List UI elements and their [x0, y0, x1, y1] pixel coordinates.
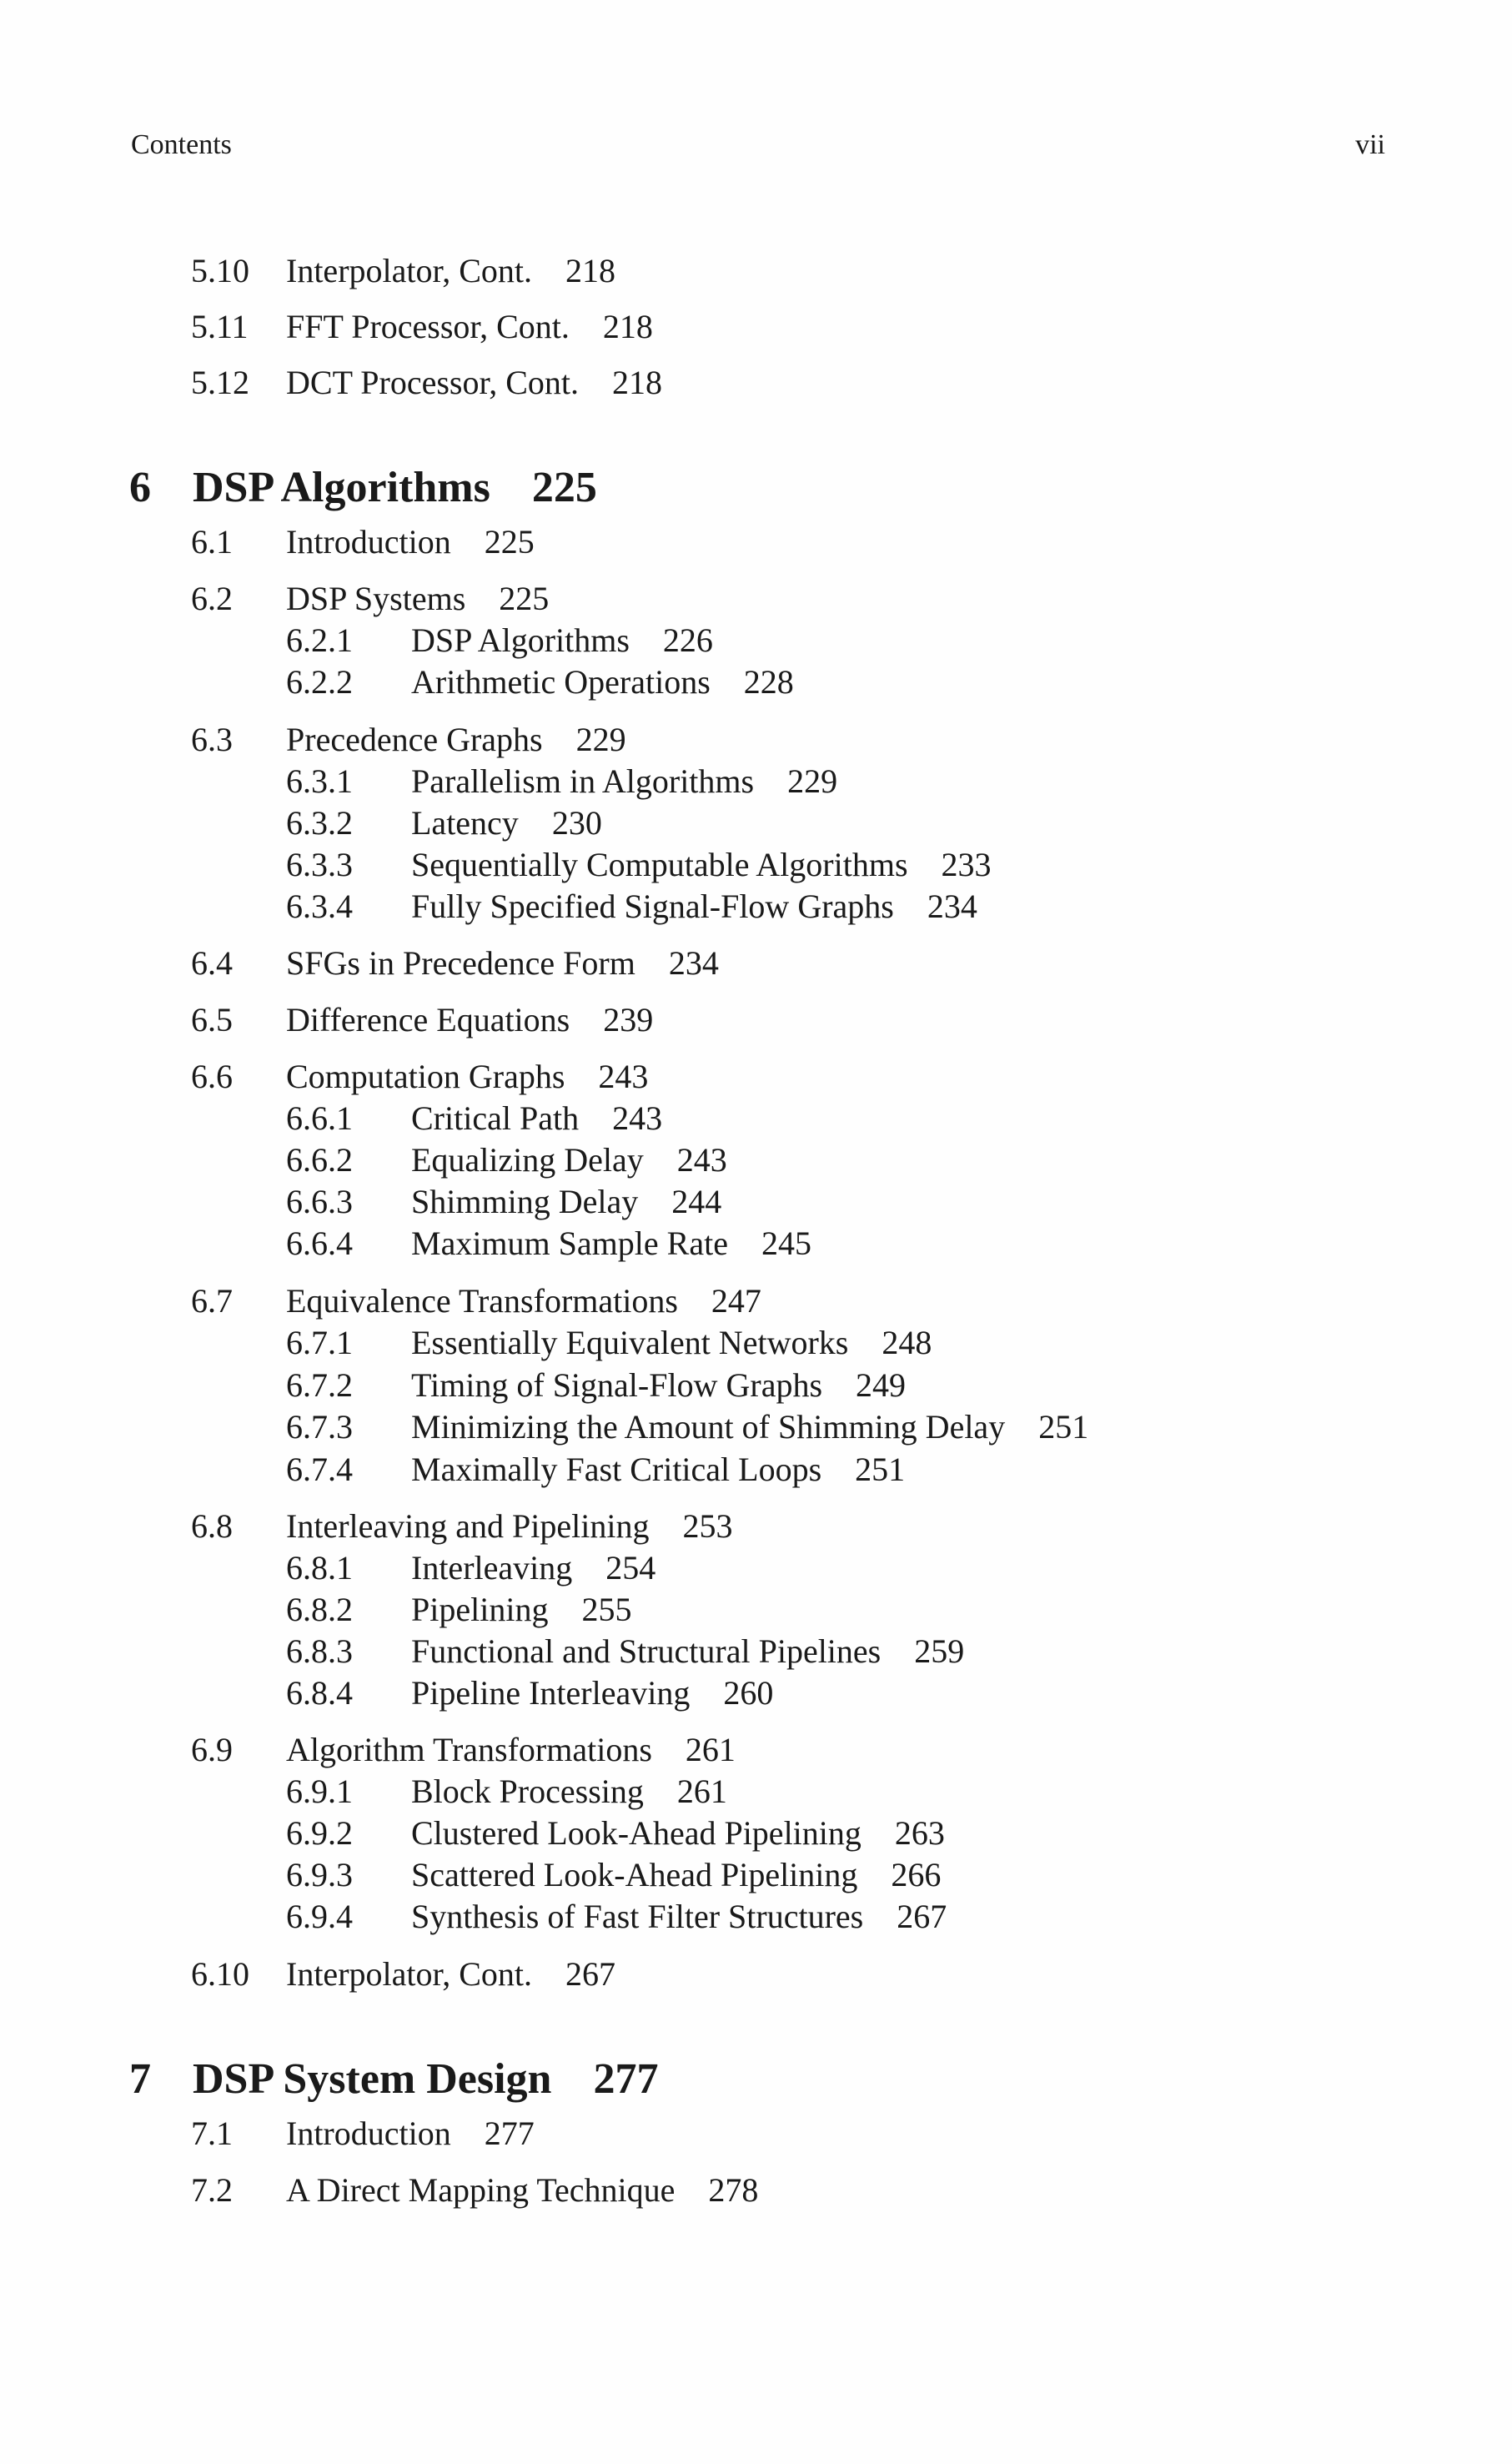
entry-number: 6.7 — [191, 1282, 233, 1320]
entry-number: 6.7.4 — [286, 1451, 353, 1488]
entry-title: Parallelism in Algorithms — [411, 762, 755, 800]
entry-page-number: 225 — [531, 464, 597, 511]
entry-page-number: 218 — [565, 252, 615, 289]
entry-page-number: 229 — [575, 721, 626, 758]
entry-title-line — [411, 1223, 811, 1265]
entry-number: 6.9.2 — [286, 1814, 353, 1852]
entry-title-line — [411, 802, 602, 844]
entry-title-line — [411, 1449, 905, 1491]
entry-title-line — [286, 1729, 736, 1771]
entry-title: Timing of Signal-Flow Graphs — [411, 1366, 823, 1404]
entry-page-number: 225 — [499, 580, 550, 617]
entry-page-number: 259 — [914, 1632, 965, 1670]
entry-title-line — [286, 2113, 535, 2155]
entry-number: 6.8.4 — [286, 1674, 353, 1712]
entry-title: Equalizing Delay — [411, 1141, 644, 1179]
entry-title: FFT Processor, Cont. — [286, 308, 570, 345]
entry-title-line — [193, 2052, 658, 2107]
entry-number: 6.3.4 — [286, 888, 353, 925]
entry-page-number: 243 — [612, 1099, 663, 1137]
entry-title: DSP Systems — [286, 580, 466, 617]
entry-number: 6.3.2 — [286, 804, 353, 842]
entry-title: Equivalence Transformations — [286, 1282, 678, 1320]
entry-number: 6.6.4 — [286, 1224, 353, 1262]
entry-page-number: 278 — [708, 2171, 759, 2209]
entry-title-line — [286, 943, 719, 984]
entry-number: 6.6.1 — [286, 1099, 353, 1137]
entry-number: 6.9 — [191, 1731, 233, 1768]
entry-page-number: 218 — [602, 308, 653, 345]
entry-title-line — [411, 1406, 1088, 1448]
entry-number: 6.7.2 — [286, 1366, 353, 1404]
entry-number: 6.1 — [191, 523, 233, 561]
running-head-left: Contents — [131, 129, 232, 160]
entry-title-line — [411, 1322, 932, 1364]
entry-title-line — [411, 1854, 941, 1896]
entry-title: Fully Specified Signal-Flow Graphs — [411, 888, 894, 925]
entry-page-number: 261 — [676, 1773, 727, 1810]
entry-title: Pipeline Interleaving — [411, 1674, 691, 1712]
entry-title-line — [286, 1506, 732, 1547]
entry-page-number: 234 — [668, 944, 719, 982]
entry-page-number: 218 — [612, 364, 662, 401]
entry-page-number: 261 — [685, 1731, 736, 1768]
entry-page-number: 245 — [761, 1224, 811, 1262]
entry-number: 5.12 — [191, 364, 249, 401]
entry-title: DSP System Design — [193, 2055, 552, 2103]
entry-title-line — [411, 661, 794, 703]
entry-page-number: 243 — [598, 1058, 649, 1095]
entry-title-line — [411, 1672, 773, 1714]
entry-number: 6.8.3 — [286, 1632, 353, 1670]
entry-title: A Direct Mapping Technique — [286, 2171, 676, 2209]
entry-title-line — [286, 1954, 615, 1995]
entry-number: 6.5 — [191, 1001, 233, 1038]
entry-title: Pipelining — [411, 1591, 549, 1628]
entry-title: Essentially Equivalent Networks — [411, 1324, 849, 1361]
entry-title-line — [411, 1547, 656, 1589]
entry-title: Scattered Look-Ahead Pipelining — [411, 1856, 858, 1893]
entry-title: Computation Graphs — [286, 1058, 565, 1095]
entry-page-number: 228 — [743, 663, 794, 701]
entry-title-line — [286, 719, 626, 761]
entry-title: Maximum Sample Rate — [411, 1224, 728, 1262]
entry-number: 6.9.1 — [286, 1773, 353, 1810]
entry-page-number: 255 — [581, 1591, 632, 1628]
entry-page-number: 251 — [855, 1451, 906, 1488]
entry-page-number: 267 — [897, 1898, 947, 1935]
entry-page-number: 277 — [593, 2055, 659, 2103]
entry-number: 6.3 — [191, 721, 233, 758]
entry-number: 6.3.3 — [286, 846, 353, 883]
entry-title: DSP Algorithms — [193, 464, 490, 511]
entry-number: 6 — [129, 464, 151, 511]
entry-page-number: 226 — [662, 621, 713, 659]
entry-title: Functional and Structural Pipelines — [411, 1632, 882, 1670]
entry-title: Sequentially Computable Algorithms — [411, 846, 908, 883]
entry-number: 6.8.2 — [286, 1591, 353, 1628]
entry-page-number: 251 — [1038, 1408, 1089, 1446]
entry-title: Algorithm Transformations — [286, 1731, 652, 1768]
entry-title-line — [286, 1280, 761, 1322]
entry-title-line — [411, 620, 713, 661]
entry-page-number: 266 — [891, 1856, 942, 1893]
entry-title: DSP Algorithms — [411, 621, 630, 659]
entry-number: 6.9.4 — [286, 1898, 353, 1935]
entry-title-line — [286, 999, 653, 1041]
entry-number: 6.6.3 — [286, 1183, 353, 1220]
entry-title: Block Processing — [411, 1773, 644, 1810]
entry-page-number: 249 — [856, 1366, 907, 1404]
entry-number: 6.2.2 — [286, 663, 353, 701]
entry-page-number: 263 — [894, 1814, 945, 1852]
entry-page-number: 239 — [603, 1001, 654, 1038]
entry-title-line — [411, 1631, 964, 1672]
entry-title: Arithmetic Operations — [411, 663, 711, 701]
entry-title: Latency — [411, 804, 519, 842]
entry-page-number: 247 — [711, 1282, 761, 1320]
entry-title-line — [411, 1813, 945, 1854]
entry-number: 6.3.1 — [286, 762, 353, 800]
entry-title-line — [286, 362, 662, 404]
entry-title: Synthesis of Fast Filter Structures — [411, 1898, 864, 1935]
entry-number: 7.1 — [191, 2115, 233, 2152]
entry-title: Critical Path — [411, 1099, 580, 1137]
entry-page-number: 234 — [927, 888, 977, 925]
entry-page-number: 254 — [605, 1549, 656, 1587]
entry-number: 6.6 — [191, 1058, 233, 1095]
entry-title-line — [411, 844, 992, 886]
entry-title: Minimizing the Amount of Shimming Delay — [411, 1408, 1006, 1446]
entry-title-line — [193, 460, 597, 515]
entry-title: Clustered Look-Ahead Pipelining — [411, 1814, 861, 1852]
entry-page-number: 225 — [484, 523, 535, 561]
entry-number: 6.8 — [191, 1507, 233, 1545]
entry-title-line — [411, 1139, 727, 1181]
entry-title-line — [286, 578, 549, 620]
entry-number: 6.8.1 — [286, 1549, 353, 1587]
entry-number: 7.2 — [191, 2171, 233, 2209]
entry-number: 6.4 — [191, 944, 233, 982]
entry-number: 5.10 — [191, 252, 249, 289]
entry-number: 6.10 — [191, 1955, 249, 1993]
entry-title: Precedence Graphs — [286, 721, 543, 758]
entry-title-line — [411, 1098, 662, 1139]
entry-title-line — [286, 1056, 648, 1098]
entry-title: Introduction — [286, 523, 451, 561]
entry-title-line — [286, 521, 535, 563]
entry-number: 6.9.3 — [286, 1856, 353, 1893]
entry-title: DCT Processor, Cont. — [286, 364, 579, 401]
entry-title: Shimming Delay — [411, 1183, 639, 1220]
entry-title-line — [411, 761, 837, 802]
page-number-roman: vii — [1355, 129, 1385, 160]
entry-title-line — [411, 886, 977, 928]
entry-title: Interleaving and Pipelining — [286, 1507, 650, 1545]
entry-page-number: 260 — [723, 1674, 774, 1712]
entry-page-number: 248 — [882, 1324, 932, 1361]
entry-title: Difference Equations — [286, 1001, 570, 1038]
entry-title: Interpolator, Cont. — [286, 252, 532, 289]
entry-page-number: 267 — [565, 1955, 615, 1993]
entry-title-line — [286, 250, 615, 292]
entry-title: Maximally Fast Critical Loops — [411, 1451, 822, 1488]
entry-title-line — [411, 1589, 631, 1631]
entry-title-line — [411, 1365, 906, 1406]
entry-number: 6.6.2 — [286, 1141, 353, 1179]
entry-title-line — [411, 1181, 721, 1223]
entry-number: 6.2.1 — [286, 621, 353, 659]
entry-number: 7 — [129, 2055, 151, 2103]
entry-page-number: 244 — [671, 1183, 722, 1220]
entry-page-number: 233 — [941, 846, 992, 883]
entry-title: Interleaving — [411, 1549, 573, 1587]
entry-title: Interpolator, Cont. — [286, 1955, 532, 1993]
entry-page-number: 253 — [682, 1507, 733, 1545]
entry-page-number: 230 — [551, 804, 602, 842]
entry-title: SFGs in Precedence Form — [286, 944, 635, 982]
entry-page-number: 243 — [676, 1141, 727, 1179]
entry-title-line — [411, 1896, 947, 1938]
entry-title: Introduction — [286, 2115, 451, 2152]
entry-number: 6.7.3 — [286, 1408, 353, 1446]
entry-page-number: 277 — [484, 2115, 535, 2152]
entry-number: 6.7.1 — [286, 1324, 353, 1361]
entry-number: 5.11 — [191, 308, 249, 345]
entry-title-line — [286, 306, 653, 348]
entry-title-line — [411, 1771, 727, 1813]
entry-page-number: 229 — [787, 762, 838, 800]
entry-number: 6.2 — [191, 580, 233, 617]
entry-title-line — [286, 2170, 758, 2211]
